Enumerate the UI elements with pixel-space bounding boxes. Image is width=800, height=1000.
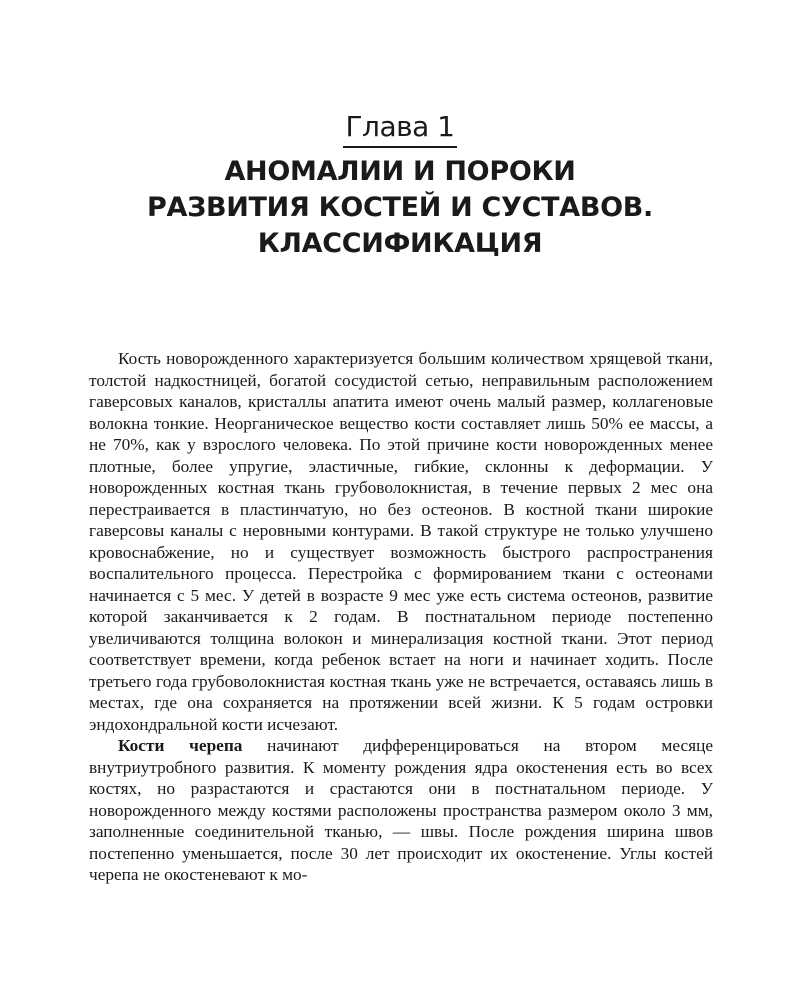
chapter-title-line: КЛАССИФИКАЦИЯ: [257, 228, 543, 259]
paragraph: [89, 735, 713, 886]
chapter-title: [0, 154, 800, 262]
paragraph-text: начинают дифференцироваться на втором месяце внутриутробного развития. К моменту рождения ядра окостенения есть во всех костях, но разрастаются и срастаются они в постнатальном периоде. У новорожденного между костями расположены пространства размером около 3 мм, заполненные соединительной тканью, — швы. После рождения ширина швов постепенно уменьшается, после 30 лет происходит их окостенение. Углы костей черепа не окостеневают к мо-: [89, 736, 714, 884]
chapter-title-line: АНОМАЛИИ И ПОРОКИ: [224, 156, 576, 187]
chapter-title-line: РАЗВИТИЯ КОСТЕЙ И СУСТАВОВ.: [147, 192, 653, 223]
chapter-label: [0, 110, 800, 148]
paragraph-lead-term: Кости черепа: [118, 736, 243, 755]
chapter-number: Глава 1: [343, 110, 456, 148]
paragraph: Кость новорожденного характеризуется большим количеством хрящевой ткани, толстой надкостницей, богатой сосудистой сетью, неправильным расположением гаверсовых каналов, кристаллы апатита имеют очень малый размер, коллагеновые волокна тонкие. Неорганическое вещество кости составляет лишь 50% ее массы, а не 70%, как у взрослого человека. По этой причине кости новорожденных менее плотные, более упругие, эластичные, гибкие, склонны к деформации. У новорожденных костная ткань грубоволокнистая, в течение первых 2 мес она перестраивается в пластинчатую, но без остеонов. В костной ткани широкие гаверсовы каналы с неровными контурами. В такой структуре не только улучшено кровоснабжение, но и существует возможность быстрого распространения воспалительного процесса. Перестройка с формированием ткани с остеонами начинается с 5 мес. У детей в возрасте 9 мес уже есть система остеонов, развитие которой заканчивается к 2 годам. В постнатальном периоде постепенно увеличиваются толщина волокон и минерализация костной ткани. Этот период соответствует времени, когда ребенок встает на ноги и начинает ходить. После третьего года грубоволокнистая костная ткань уже не встречается, оставаясь лишь в местах, где она сохраняется на протяжении всей жизни. К 5 годам островки эндохондральной кости исчезают.: [89, 349, 713, 734]
body-text: [89, 348, 713, 886]
